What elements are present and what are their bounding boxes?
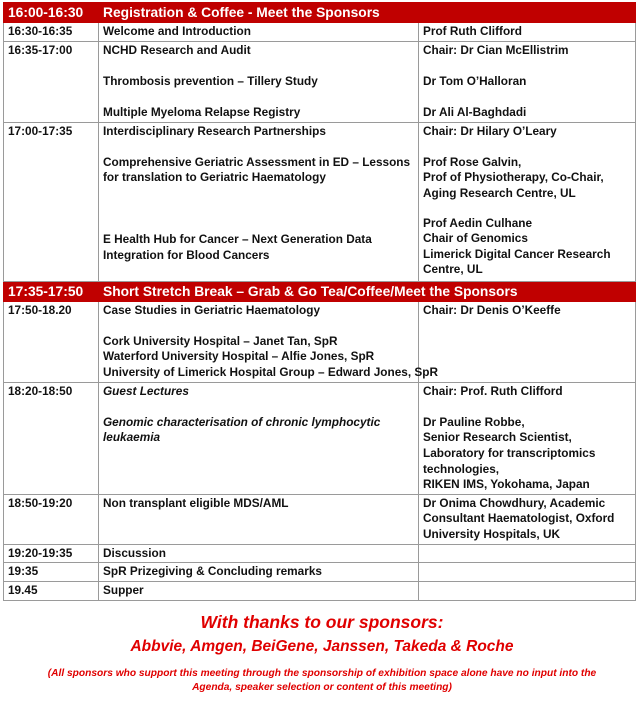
agenda-header-row [4, 3, 636, 23]
row-title: Non transplant eligible MDS/AML [99, 494, 419, 544]
talk-title: Case Studies in Geriatric Haematology [103, 302, 321, 317]
agenda-row [4, 122, 636, 281]
row-title: Supper [99, 581, 419, 600]
row-title: SpR Prizegiving & Concluding remarks [99, 563, 419, 582]
agenda-table [3, 2, 636, 601]
speaker-affiliation: Aging Research Centre, UL [423, 185, 576, 200]
sponsor-thanks-heading: With thanks to our sponsors: [200, 612, 444, 632]
speaker-name: Dr Tom O’Halloran [423, 73, 527, 88]
agenda-row [4, 301, 636, 382]
speaker-name: Prof Aedin Culhane [423, 215, 533, 230]
row-title: Welcome and Introduction [99, 23, 419, 42]
speaker-name: Dr Pauline Robbe, [423, 414, 525, 429]
row-speaker [419, 581, 636, 600]
agenda-row [4, 41, 636, 122]
row-speaker [419, 563, 636, 582]
agenda-row [4, 563, 636, 582]
row-talks [99, 122, 419, 281]
sponsor-disclaimer-text: (All sponsors who support this meeting through the sponsorship of exhibition space alone have no input into the Agenda, speaker selection or content of this meeting) [47, 668, 597, 693]
row-time: 17:00-17:35 [4, 122, 99, 281]
row-title: Short Stretch Break – Grab & Go Tea/Coffee/Meet the Sponsors [99, 281, 636, 301]
chair-name: Chair: Dr Hilary O’Leary [423, 123, 557, 138]
agenda-row [4, 544, 636, 563]
talk-title: Interdisciplinary Research Partnerships [103, 123, 326, 138]
row-talks [99, 301, 438, 382]
row-time: 19.45 [4, 581, 99, 600]
row-time: 17:50-18.20 [4, 301, 99, 382]
row-time: 18:50-19:20 [4, 494, 99, 544]
speaker-name: Dr Ali Al-Baghdadi [423, 104, 527, 119]
talk-title: Multiple Myeloma Relapse Registry [103, 104, 301, 119]
agenda-row [4, 23, 636, 42]
agenda-break-row [4, 281, 636, 301]
speaker-affiliation: RIKEN IMS, Yokohama, Japan [423, 477, 590, 492]
speaker-name: Prof Rose Galvin, [423, 154, 522, 169]
talk-title: Comprehensive Geriatric Assessment in ED – Lessons for translation to Geriatric Haematology [103, 154, 411, 185]
row-time: 19:35 [4, 563, 99, 582]
talk-title: Guest Lectures [103, 383, 189, 398]
agenda-row [4, 494, 636, 544]
row-speakers [419, 41, 636, 122]
case-study: Waterford University Hospital – Alfie Jones, SpR [103, 349, 375, 364]
row-speaker [419, 544, 636, 563]
row-title: Discussion [99, 544, 419, 563]
speaker-affiliation: Prof of Physiotherapy, Co-Chair, [423, 170, 604, 185]
agenda-row [4, 382, 636, 494]
row-time: 16:30-16:35 [4, 23, 99, 42]
talk-title: E Health Hub for Cancer – Next Generation Data Integration for Blood Cancers [103, 231, 372, 262]
row-talks [99, 41, 419, 122]
row-time: 17:35-17:50 [4, 281, 99, 301]
speaker-affiliation: Senior Research Scientist, Laboratory for transcriptomics technologies, [423, 430, 596, 476]
sponsor-disclaimer [0, 667, 644, 695]
row-time: 16:35-17:00 [4, 41, 99, 122]
talk-title: Thrombosis prevention – Tillery Study [103, 73, 318, 88]
talk-title: NCHD Research and Audit [103, 42, 251, 57]
row-talks [99, 382, 419, 494]
chair-name: Chair: Prof. Ruth Clifford [423, 383, 563, 398]
row-title: Registration & Coffee - Meet the Sponsors [99, 3, 636, 23]
talk-title: Genomic characterisation of chronic lymphocytic leukaemia [103, 414, 381, 445]
sponsor-list: Abbvie, Amgen, BeiGene, Janssen, Takeda & Roche [130, 638, 514, 655]
row-time: 16:00-16:30 [4, 3, 99, 23]
agenda-row [4, 581, 636, 600]
chair-name: Chair: Dr Denis O’Keeffe [423, 302, 561, 317]
speaker-affiliation: Limerick Digital Cancer Research Centre, UL [423, 246, 611, 277]
case-study: Cork University Hospital – Janet Tan, SpR [103, 333, 338, 348]
speaker-affiliation: Chair of Genomics [423, 231, 528, 246]
chair-name: Chair: Dr Cian McEllistrim [423, 42, 569, 57]
row-speakers [419, 301, 636, 382]
row-time: 19:20-19:35 [4, 544, 99, 563]
row-speaker: Dr Onima Chowdhury, Academic Consultant Haematologist, Oxford University Hospitals, UK [419, 494, 636, 544]
row-speakers [419, 122, 636, 281]
row-speakers [419, 382, 636, 494]
case-study: University of Limerick Hospital Group – Edward Jones, SpR [103, 364, 438, 379]
row-time: 18:20-18:50 [4, 382, 99, 494]
row-speaker: Prof Ruth Clifford [419, 23, 636, 42]
